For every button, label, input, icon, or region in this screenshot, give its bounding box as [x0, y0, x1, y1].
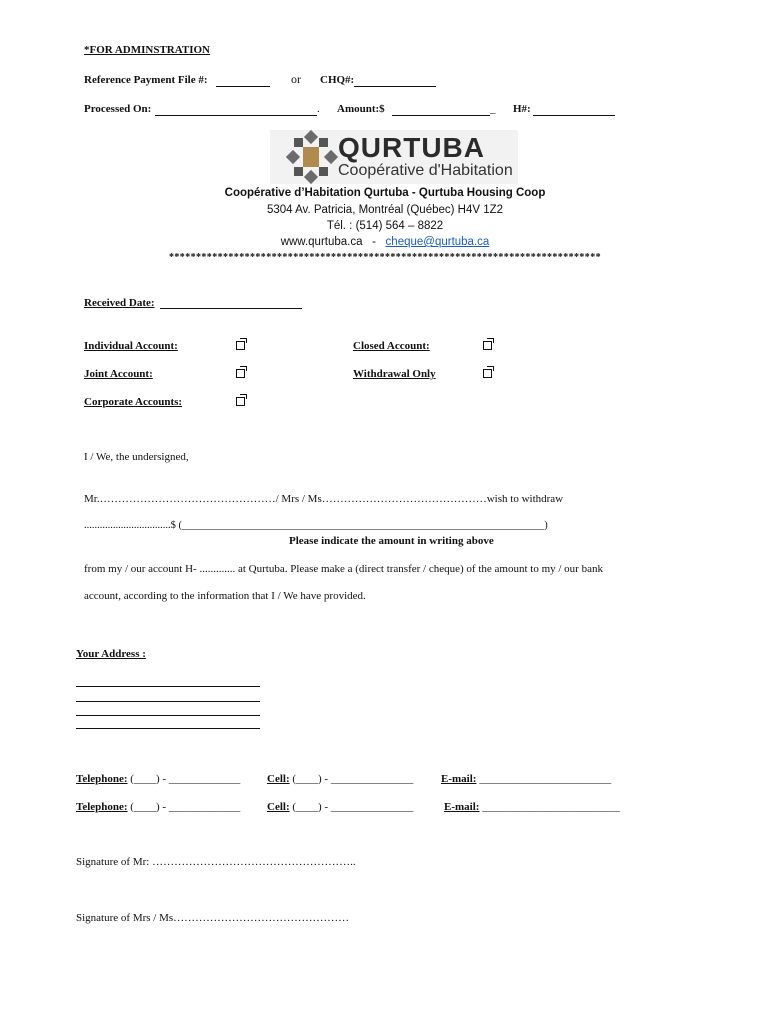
- received-date-label: Received Date:: [84, 297, 155, 309]
- closed-account-checkbox[interactable]: [483, 341, 492, 350]
- cell-label: Cell:: [267, 801, 290, 813]
- logo-name: QURTUBA: [338, 132, 485, 163]
- email-group: [441, 773, 611, 785]
- stars-divider: ********************************************************************************: [169, 252, 601, 263]
- withdrawal-only-label: Withdrawal Only: [353, 368, 436, 380]
- org-separator: -: [372, 236, 376, 248]
- amount-note: Please indicate the amount in writing above: [289, 535, 494, 547]
- processed-label: Processed On:: [84, 103, 152, 115]
- email-field[interactable]: _________________________: [482, 801, 620, 813]
- h-number-label: H#:: [513, 103, 531, 115]
- h-number-field[interactable]: [533, 115, 615, 116]
- account-line-1: from my / our account H- ............. at Qurtuba. Please make a (direct transfer / cheque) of the amount to my / our bank: [84, 563, 603, 575]
- processed-suffix: .: [317, 103, 320, 115]
- intro-text: I / We, the undersigned,: [84, 451, 189, 463]
- cell-group: [267, 801, 413, 813]
- amount-line[interactable]: .................................$ (_____________________________________________________________________): [84, 520, 548, 531]
- qurtuba-logo: [270, 130, 518, 184]
- individual-account-checkbox[interactable]: [236, 341, 245, 350]
- closed-account-label: Closed Account:: [353, 340, 430, 352]
- org-web-line: [0, 236, 770, 248]
- address-line-3[interactable]: [76, 715, 260, 716]
- org-email-link[interactable]: cheque@qurtuba.ca: [385, 236, 490, 248]
- amount-label: Amount:$: [337, 103, 385, 115]
- cell-field[interactable]: (____) - _______________: [292, 801, 414, 813]
- cell-label: Cell:: [267, 773, 290, 785]
- contact-row: [76, 773, 240, 785]
- org-phone: Tél. : (514) 564 – 8822: [326, 220, 444, 232]
- telephone-field[interactable]: (____) - _____________: [130, 801, 241, 813]
- chq-field[interactable]: [354, 86, 436, 87]
- reference-label: Reference Payment File #:: [84, 74, 208, 86]
- logo-emblem-icon: [286, 130, 344, 184]
- individual-account-label: Individual Account:: [84, 340, 178, 352]
- corporate-accounts-checkbox[interactable]: [236, 397, 245, 406]
- received-date-field[interactable]: [160, 308, 302, 309]
- email-field[interactable]: ________________________: [479, 773, 612, 785]
- org-name: Coopérative d’Habitation Qurtuba - Qurtuba Housing Coop: [224, 187, 546, 199]
- address-line-1[interactable]: [76, 686, 260, 687]
- withdrawal-only-checkbox[interactable]: [483, 369, 492, 378]
- reference-field[interactable]: [216, 86, 270, 87]
- email-label: E-mail:: [444, 801, 480, 813]
- email-label: E-mail:: [441, 773, 477, 785]
- amount-field[interactable]: [392, 115, 490, 116]
- org-address: 5304 Av. Patricia, Montréal (Québec) H4V 1Z2: [266, 204, 504, 216]
- address-line-4[interactable]: [76, 728, 260, 729]
- signature-mr-line[interactable]: Signature of Mr: ………………………………………………..: [76, 856, 356, 868]
- email-group: [444, 801, 620, 813]
- telephone-label: Telephone:: [76, 773, 128, 785]
- telephone-label: Telephone:: [76, 801, 128, 813]
- signature-mrs-line[interactable]: Signature of Mrs / Ms…………………………………………: [76, 912, 350, 924]
- address-line-2[interactable]: [76, 701, 260, 702]
- account-line-2: account, according to the information that I / We have provided.: [84, 590, 366, 602]
- joint-account-checkbox[interactable]: [236, 369, 245, 378]
- amount-suffix: _: [490, 103, 496, 115]
- address-label: Your Address :: [76, 648, 146, 660]
- telephone-field[interactable]: (____) - _____________: [130, 773, 241, 785]
- chq-label: CHQ#:: [320, 74, 355, 86]
- names-line[interactable]: Mr.…………………………………………/ Mrs / Ms………………………………………wish to withdraw: [84, 493, 564, 505]
- contact-row: [76, 801, 240, 813]
- admin-heading: *FOR ADMINSTRATION: [84, 44, 211, 56]
- processed-field[interactable]: [155, 115, 317, 116]
- logo-subtitle: Coopérative d'Habitation: [338, 162, 513, 179]
- cell-group: [267, 773, 413, 785]
- corporate-accounts-label: Corporate Accounts:: [84, 396, 183, 408]
- org-website[interactable]: www.qurtuba.ca: [280, 236, 363, 248]
- joint-account-label: Joint Account:: [84, 368, 153, 380]
- or-text: or: [291, 72, 301, 86]
- cell-field[interactable]: (____) - _______________: [292, 773, 414, 785]
